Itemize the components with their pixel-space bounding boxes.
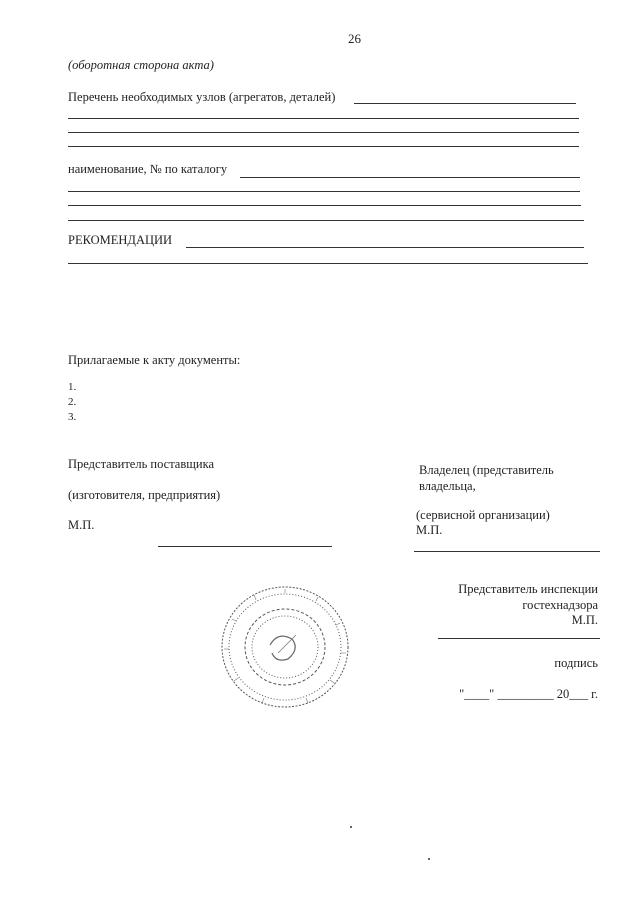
recommendations-label: РЕКОМЕНДАЦИИ — [68, 233, 173, 247]
speck — [428, 858, 430, 860]
attached-doc-item: 1. — [68, 381, 77, 393]
attached-doc-item: 2. — [68, 396, 77, 408]
page-number: 26 — [348, 31, 361, 46]
inspection-stamp: М.П. — [571, 613, 598, 627]
round-seal-stamp — [218, 583, 352, 711]
supplier-stamp: М.П. — [68, 518, 95, 532]
inspection-date: "____" _________ 20___ г. — [459, 687, 598, 701]
speck — [350, 826, 352, 828]
catalog-label: наименование, № по каталогу — [68, 162, 228, 176]
owner-service-org: (сервисной организации) — [416, 508, 550, 522]
catalog-fill-line — [240, 177, 580, 178]
supplier-signature-line — [158, 546, 332, 547]
parts-list-line — [68, 146, 579, 147]
parts-list-line — [68, 132, 579, 133]
parts-list-line — [68, 118, 579, 119]
supplier-representative-note: (изготовителя, предприятия) — [68, 488, 221, 502]
owner-representative-note: владельца, — [419, 479, 476, 493]
owner-signature-line — [414, 551, 600, 552]
inspection-signature-caption: подпись — [554, 656, 598, 670]
inspection-authority: гостехнадзора — [522, 598, 598, 612]
supplier-representative: Представитель поставщика — [68, 457, 215, 471]
recommendations-line — [68, 263, 588, 264]
recommendations-fill-line — [186, 247, 584, 248]
attached-doc-item: 3. — [68, 411, 77, 423]
catalog-line — [68, 220, 584, 221]
document-subtitle: (оборотная сторона акта) — [68, 58, 214, 72]
owner-representative: Владелец (представитель — [419, 463, 554, 477]
parts-list-label: Перечень необходимых узлов (агрегатов, деталей) — [68, 90, 336, 104]
parts-list-fill-line — [354, 103, 576, 104]
inspection-signature-line — [438, 638, 600, 639]
attached-docs-label: Прилагаемые к акту документы: — [68, 353, 241, 367]
inspection-representative: Представитель инспекции — [458, 582, 598, 596]
catalog-line — [68, 191, 580, 192]
catalog-line — [68, 205, 581, 206]
owner-stamp: М.П. — [416, 523, 443, 537]
